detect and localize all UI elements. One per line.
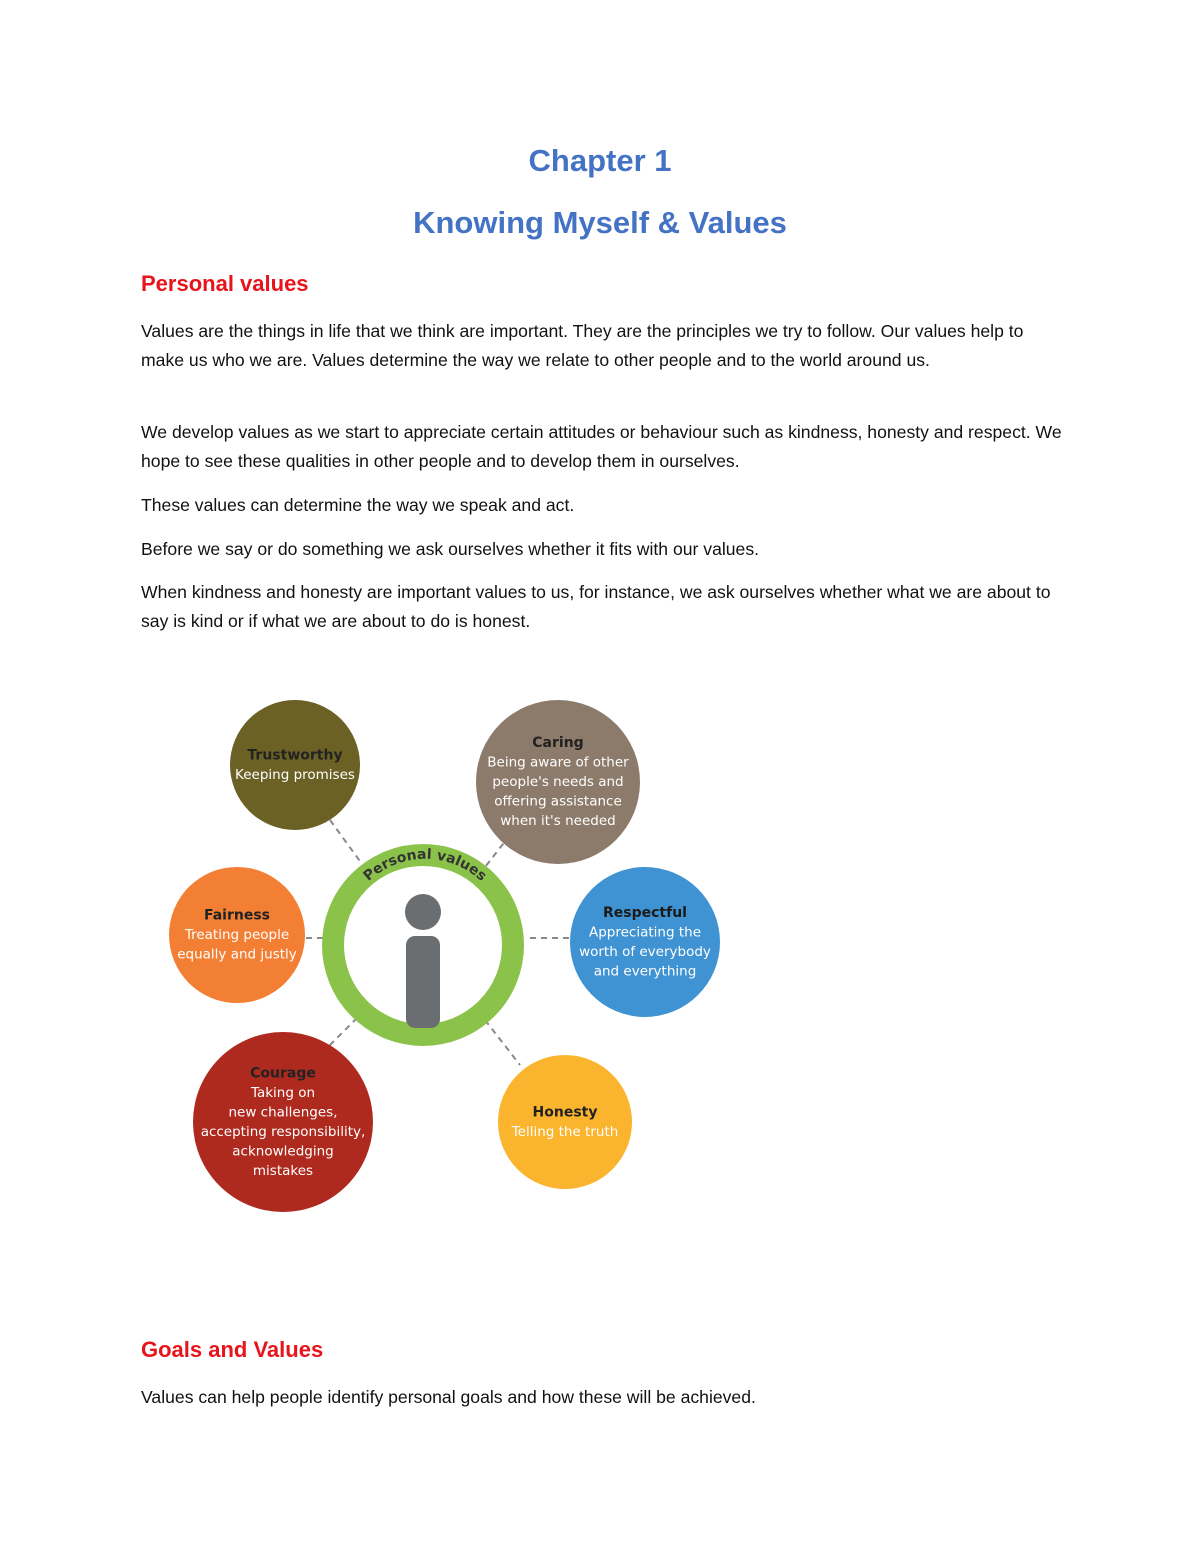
- respectful-title: Respectful: [603, 904, 687, 921]
- fairness-title: Fairness: [203, 907, 271, 924]
- fairness-description-line: equally and justly: [177, 946, 297, 963]
- respectful-description-line: and everything: [593, 963, 697, 980]
- section-heading-goals: Goals and Values: [141, 1337, 324, 1362]
- node-caring: [476, 700, 640, 864]
- paragraph-5: When kindness and honesty are important values to us, for instance, we ask ourselves whether what we are about to say is kind or if what we are about to do is honest.: [141, 582, 1051, 631]
- courage-description-line: acknowledging: [232, 1143, 334, 1160]
- courage-description-line: Taking on: [250, 1084, 316, 1101]
- node-trustworthy: [230, 700, 360, 830]
- caring-description-line: offering assistance: [494, 793, 622, 810]
- respectful-description-line: worth of everybody: [579, 943, 711, 960]
- courage-title: Courage: [250, 1065, 316, 1082]
- respectful-description-line: Appreciating the: [589, 924, 701, 941]
- section-heading-personal-values: Personal values: [141, 271, 309, 296]
- personal-values-diagram: [155, 690, 730, 1220]
- trustworthy-circle: [230, 700, 360, 830]
- goals-paragraph-1: Values can help people identify personal goals and how these will be achieved.: [141, 1387, 756, 1407]
- page-title: Knowing Myself & Values: [413, 205, 787, 240]
- trustworthy-title: Trustworthy: [247, 747, 343, 764]
- ring-label: Personal values: [360, 846, 490, 885]
- fairness-description-line: Treating people: [184, 927, 290, 943]
- courage-description-line: mistakes: [252, 1162, 314, 1179]
- caring-description-line: when it's needed: [500, 813, 616, 829]
- honesty-description-line: Telling the truth: [511, 1123, 619, 1140]
- person-icon: [405, 894, 441, 1028]
- respectful-circle: [570, 867, 720, 1017]
- caring-description-line: Being aware of other: [487, 754, 629, 771]
- honesty-circle: [498, 1055, 632, 1189]
- trustworthy-description-line: Keeping promises: [235, 766, 355, 783]
- courage-description-line: new challenges,: [228, 1104, 338, 1121]
- paragraph-4: Before we say or do something we ask ourselves whether it fits with our values.: [141, 539, 760, 559]
- courage-description-line: accepting responsibility,: [200, 1123, 366, 1140]
- paragraph-3: These values can determine the way we speak and act.: [141, 495, 575, 515]
- node-respectful: [570, 867, 720, 1017]
- courage-circle: [193, 1032, 373, 1212]
- chapter-number: Chapter 1: [528, 143, 672, 178]
- caring-description-line: people's needs and: [492, 774, 624, 790]
- node-honesty: [498, 1055, 632, 1189]
- node-courage: [193, 1032, 373, 1212]
- node-fairness: [169, 867, 305, 1003]
- paragraph-1: Values are the things in life that we think are important. They are the principles we try to follow. Our values help to make us who we are. Values determine the way we relate to other people and to the world around us.: [141, 321, 1024, 370]
- honesty-title: Honesty: [532, 1104, 598, 1121]
- center-ring: [333, 847, 513, 1035]
- paragraph-2: We develop values as we start to appreciate certain attitudes or behaviour such as kindness, honesty and respect. We hope to see these qualities in other people and to develop them in ourselves.: [141, 422, 1062, 471]
- caring-title: Caring: [532, 735, 584, 751]
